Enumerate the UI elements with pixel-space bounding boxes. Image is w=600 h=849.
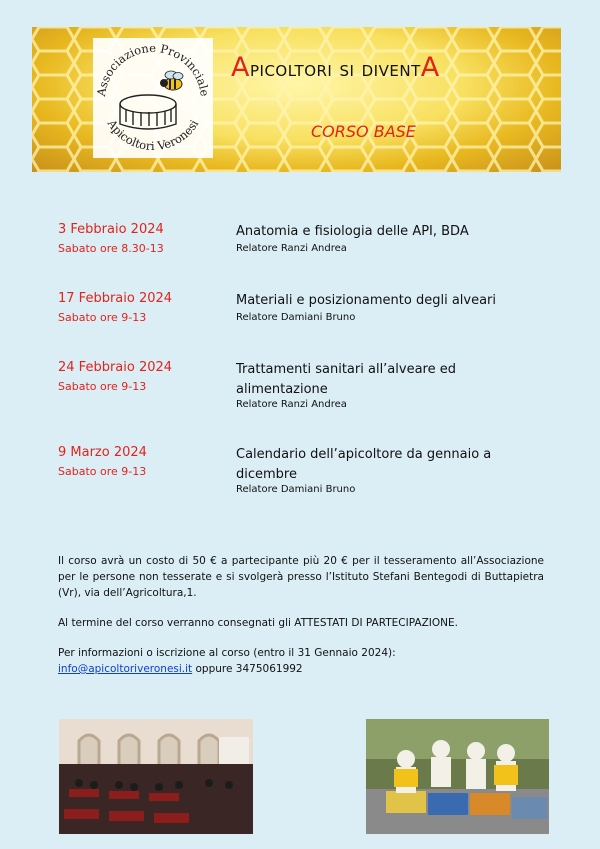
course-subtitle: CORSO BASE xyxy=(311,122,416,141)
svg-text:Apicoltori Veronesi: Apicoltori Veronesi xyxy=(104,116,202,154)
association-logo xyxy=(93,38,213,158)
session-time: Sabato ore 9-13 xyxy=(58,465,147,478)
session-speaker: Relatore Ranzi Andrea xyxy=(236,243,347,254)
header-banner xyxy=(32,27,561,172)
svg-text:Associazione Provinciale: Associazione Provinciale xyxy=(94,40,212,98)
certificates-paragraph: Al termine del corso verranno consegnati gli ATTESTATI DI PARTECIPAZIONE. xyxy=(58,617,458,629)
session-time: Sabato ore 9-13 xyxy=(58,311,147,324)
cost-paragraph: Il corso avrà un costo di 50 € a partecipante più 20 € per il tesseramento all’Associazione per le persone non tesserate e si svolgerà presso l’Istituto Stefani Bentegodi di Buttapietra (Vr), via dell’Agricoltura,1. xyxy=(58,555,544,599)
session-date: 9 Marzo 2024 xyxy=(58,445,147,460)
contact-phone: oppure 3475061992 xyxy=(192,663,303,675)
session-date: 3 Febbraio 2024 xyxy=(58,222,164,237)
session-topic: Anatomia e fisiologia delle API, BDA xyxy=(236,224,469,239)
contact-paragraph xyxy=(58,645,544,677)
session-topic: Calendario dell’apicoltore da gennaio a dicembre xyxy=(236,447,492,482)
session-topic: Trattamenti sanitari all’alveare ed alimentazione xyxy=(236,362,456,397)
email-link[interactable]: info@apicoltoriveronesi.it xyxy=(58,663,193,675)
session-topic: Materiali e posizionamento degli alveari xyxy=(236,293,497,308)
session-time: Sabato ore 8.30-13 xyxy=(58,242,164,255)
beekeepers-photo xyxy=(366,719,549,834)
session-speaker: Relatore Ranzi Andrea xyxy=(236,399,347,410)
session-speaker: Relatore Damiani Bruno xyxy=(236,312,356,323)
session-speaker: Relatore Damiani Bruno xyxy=(236,484,356,495)
session-date: 17 Febbraio 2024 xyxy=(58,291,173,306)
session-date: 24 Febbraio 2024 xyxy=(58,360,173,375)
contact-prefix: Per informazioni o iscrizione al corso (entro il 31 Gennaio 2024): xyxy=(58,647,396,659)
classroom-photo xyxy=(59,719,253,834)
page-title: Apicoltori si diventA xyxy=(231,52,440,83)
session-time: Sabato ore 9-13 xyxy=(58,380,147,393)
